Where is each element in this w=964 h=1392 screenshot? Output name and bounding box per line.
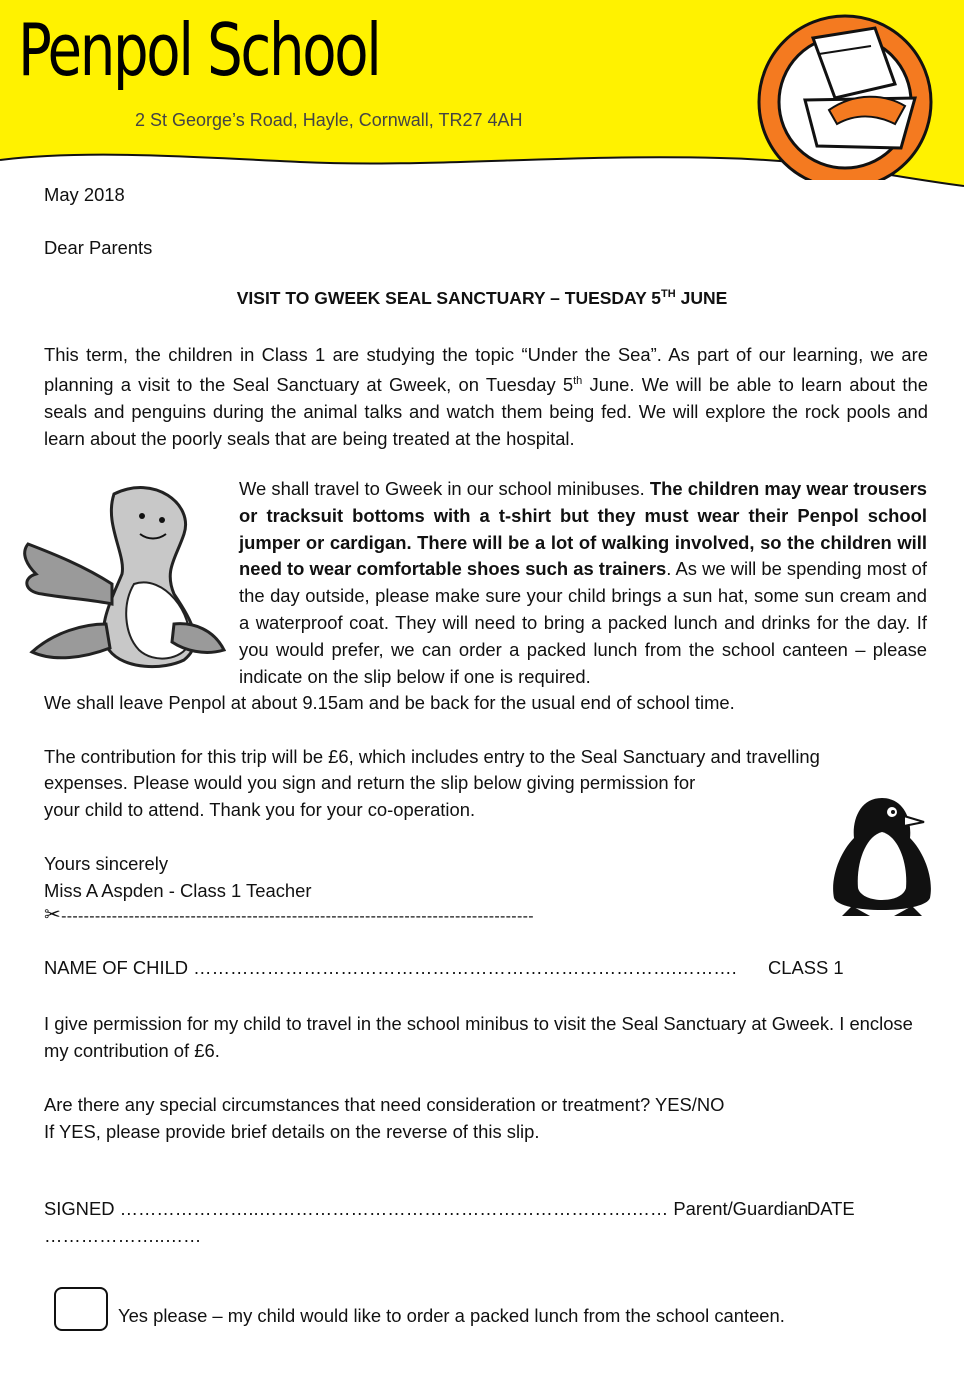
letterhead xyxy=(0,0,964,190)
paragraph-topic: This term, the children in Class 1 are studying the topic “Under the Sea”. As part of our learning, we are planning a visit to the Seal Sanctuary at Gweek, on Tuesday 5th June. We will be able to learn about the seals and penguins during the animal talks and watch them being fed. We will explore the rock pools and learn about the poorly seals that are being treated at the hospital. xyxy=(44,344,928,450)
signature-field[interactable]: SIGNED …………………..…………………………………………………….…… Parent/Guardian xyxy=(44,1198,809,1219)
letter-date: May 2018 xyxy=(44,184,125,205)
letter-salutation: Dear Parents xyxy=(44,237,153,258)
permission-statement: I give permission for my child to travel in the school minibus to visit the Seal Sanctuary at Gweek. I enclose my contribution of £6. xyxy=(44,1013,913,1061)
cut-line: ✂------------------------------------------------------------------------------------ xyxy=(44,904,534,926)
circumstances-note: If YES, please provide brief details on the reverse of this slip. xyxy=(44,1121,540,1142)
packed-lunch-label: Yes please – my child would like to order a packed lunch from the school canteen. xyxy=(118,1305,785,1326)
school-logo xyxy=(745,14,957,180)
scissors-icon: ✂ xyxy=(44,904,62,926)
letter-heading: VISIT TO GWEEK SEAL SANCTUARY – TUESDAY 5TH JUNE xyxy=(236,288,728,308)
seal-illustration xyxy=(14,474,226,672)
packed-lunch-checkbox[interactable] xyxy=(54,1287,108,1331)
closing: Yours sincerely xyxy=(44,853,169,874)
teacher-signature: Miss A Aspden - Class 1 Teacher xyxy=(44,880,312,901)
circumstances-question: Are there any special circumstances that need consideration or treatment? YES/NO xyxy=(44,1094,725,1115)
contribution-line-2: expenses. Please would you sign and return the slip below giving permission for xyxy=(44,772,696,793)
school-name: Penpol School xyxy=(18,8,380,92)
child-name-field[interactable]: NAME OF CHILD …………………………………………………………………….………. xyxy=(44,957,737,978)
paragraph-travel: We shall travel to Gweek in our school minibuses. The children may wear trousers or tracksuit bottoms with a t-shirt but they must wear their Penpol school jumper or cardigan. There will be a lot of walking involved, so the children will need to wear comfortable shoes such as trainers. As we will be spending most of the day outside, please make sure your child brings a sun hat, some sun cream and a waterproof coat. They will need to bring a packed lunch and drinks for the day. If you would prefer, we can order a packed lunch from the school canteen – please indicate on the slip below if one is required. xyxy=(239,478,928,687)
contribution-line-3: your child to attend. Thank you for your co-operation. xyxy=(44,799,476,820)
date-label: DATE xyxy=(807,1198,855,1219)
school-address: 2 St George’s Road, Hayle, Cornwall, TR27 4AH xyxy=(135,110,523,130)
paragraph-departure: We shall leave Penpol at about 9.15am and be back for the usual end of school time. xyxy=(44,692,735,713)
class-label: CLASS 1 xyxy=(768,957,844,978)
date-field[interactable]: ………………..…… xyxy=(44,1225,202,1246)
contribution-line-1: The contribution for this trip will be £6, which includes entry to the Seal Sanctuary and travelling xyxy=(44,746,820,767)
